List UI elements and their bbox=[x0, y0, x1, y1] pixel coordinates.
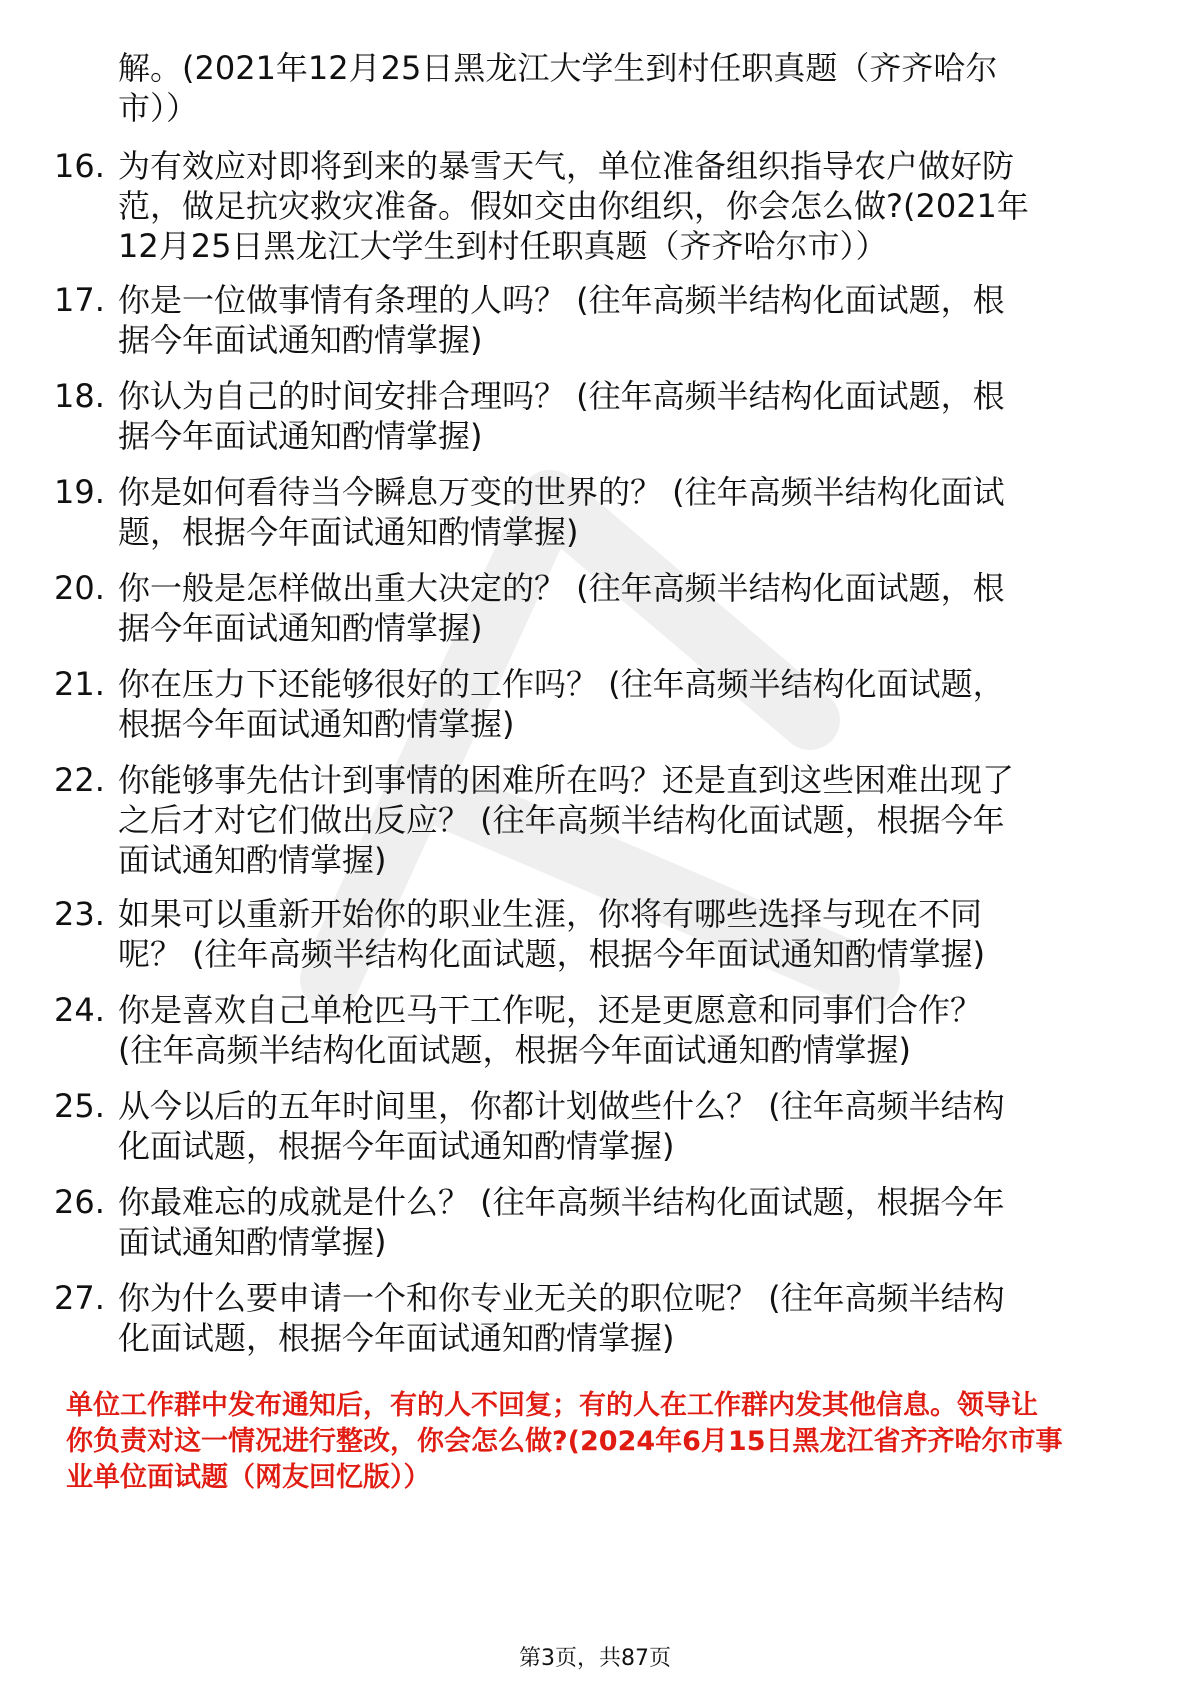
question-line: 面试通知酌情掌握) bbox=[118, 1223, 387, 1261]
question-line: 你是喜欢自己单枪匹马干工作呢，还是更愿意和同事们合作？ bbox=[118, 991, 983, 1029]
question-number: 27. bbox=[54, 1279, 105, 1317]
question-number: 22. bbox=[54, 761, 105, 799]
question-line: 你能够事先估计到事情的困难所在吗？还是直到这些困难出现了 bbox=[118, 761, 1015, 799]
question-line: 你为什么要申请一个和你专业无关的职位呢？ (往年高频半结构 bbox=[118, 1279, 1005, 1317]
question-line: 你认为自己的时间安排合理吗？ (往年高频半结构化面试题，根 bbox=[118, 377, 1005, 415]
question-line: 你是一位做事情有条理的人吗？ (往年高频半结构化面试题，根 bbox=[118, 281, 1005, 319]
page-number: 第3页，共87页 bbox=[519, 1646, 671, 1671]
question-line: 面试通知酌情掌握) bbox=[118, 841, 387, 879]
highlighted-question-line: 单位工作群中发布通知后，有的人不回复；有的人在工作群内发其他信息。领导让 bbox=[66, 1390, 1038, 1421]
question-number: 25. bbox=[54, 1087, 105, 1125]
question-number: 17. bbox=[54, 281, 105, 319]
question-line: 为有效应对即将到来的暴雪天气，单位准备组织指导农户做好防 bbox=[118, 147, 1015, 185]
question-line: 题，根据今年面试通知酌情掌握) bbox=[118, 513, 579, 551]
question-line: 化面试题，根据今年面试通知酌情掌握) bbox=[118, 1319, 675, 1357]
highlighted-question-line: 你负责对这一情况进行整改，你会怎么做?(2024年6月15日黑龙江省齐齐哈尔市事 bbox=[66, 1426, 1063, 1457]
question-line: 据今年面试通知酌情掌握) bbox=[118, 417, 483, 455]
question-line: 之后才对它们做出反应？ (往年高频半结构化面试题，根据今年 bbox=[118, 801, 1005, 839]
question-number: 16. bbox=[54, 147, 105, 185]
continuation-line: 市）） bbox=[118, 89, 199, 127]
question-line: (往年高频半结构化面试题，根据今年面试通知酌情掌握) bbox=[118, 1031, 911, 1069]
question-line: 据今年面试通知酌情掌握) bbox=[118, 321, 483, 359]
question-line: 12月25日黑龙江大学生到村任职真题（齐齐哈尔市）） bbox=[118, 227, 888, 265]
question-line: 你是如何看待当今瞬息万变的世界的？ (往年高频半结构化面试 bbox=[118, 473, 1005, 511]
question-line: 你在压力下还能够很好的工作吗？ (往年高频半结构化面试题， bbox=[118, 665, 1005, 703]
question-line: 如果可以重新开始你的职业生涯，你将有哪些选择与现在不同 bbox=[118, 895, 983, 933]
continuation-line: 解。(2021年12月25日黑龙江大学生到村任职真题（齐齐哈尔 bbox=[118, 49, 998, 87]
question-line: 呢？ (往年高频半结构化面试题，根据今年面试通知酌情掌握) bbox=[118, 935, 986, 973]
question-number: 20. bbox=[54, 569, 105, 607]
highlighted-question-line: 业单位面试题（网友回忆版）） bbox=[66, 1462, 431, 1493]
question-line: 你最难忘的成就是什么？ (往年高频半结构化面试题，根据今年 bbox=[118, 1183, 1005, 1221]
question-number: 24. bbox=[54, 991, 105, 1029]
question-number: 26. bbox=[54, 1183, 105, 1221]
question-number: 21. bbox=[54, 665, 105, 703]
question-line: 据今年面试通知酌情掌握) bbox=[118, 609, 483, 647]
question-line: 化面试题，根据今年面试通知酌情掌握) bbox=[118, 1127, 675, 1165]
question-line: 你一般是怎样做出重大决定的？ (往年高频半结构化面试题，根 bbox=[118, 569, 1005, 607]
question-line: 范，做足抗灾救灾准备。假如交由你组织，你会怎么做?(2021年 bbox=[118, 187, 1029, 225]
question-number: 18. bbox=[54, 377, 105, 415]
question-number: 19. bbox=[54, 473, 105, 511]
question-line: 从今以后的五年时间里，你都计划做些什么？ (往年高频半结构 bbox=[118, 1087, 1005, 1125]
question-line: 根据今年面试通知酌情掌握) bbox=[118, 705, 515, 743]
question-number: 23. bbox=[54, 895, 105, 933]
